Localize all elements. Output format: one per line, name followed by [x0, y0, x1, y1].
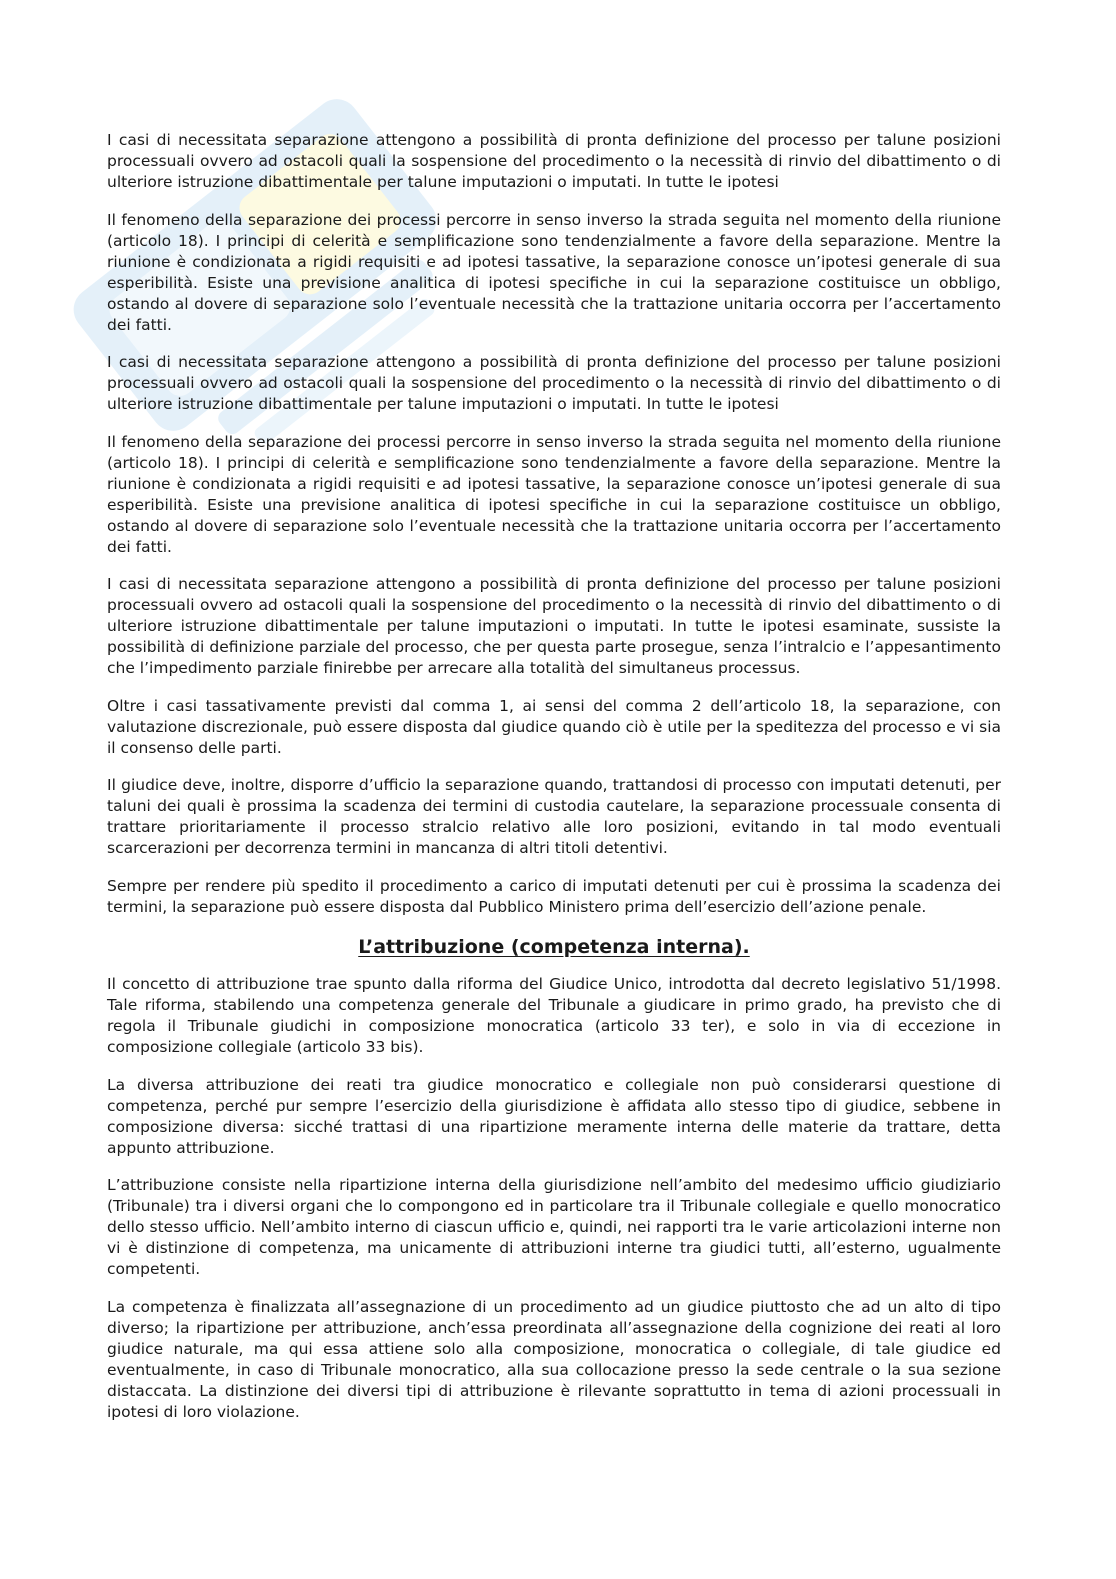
- paragraph: I casi di necessitata separazione attengono a possibilità di pronta definizione del processo per talune posizioni processuali ovvero ad ostacoli quali la sospensione del procedimento o la necessità di rinvio del dibattimento o di ulteriore istruzione dibattimentale per talune imputazioni o imputati. In tutte le ipotesi: [107, 353, 1001, 413]
- paragraph: I casi di necessitata separazione attengono a possibilità di pronta definizione del processo per talune posizioni processuali ovvero ad ostacoli quali la sospensione del procedimento o la necessità di rinvio del dibattimento o di ulteriore istruzione dibattimentale per talune imputazioni o imputati. In tutte le ipotesi: [107, 131, 1001, 191]
- paragraph: Il fenomeno della separazione dei processi percorre in senso inverso la strada seguita nel momento della riunione (articolo 18). I principi di celerità e semplificazione sono tendenzialmente a favore della separazione. Mentre la riunione è condizionata a rigidi requisiti e ad ipotesi tassative, la separazione conosce un’ipotesi generale di sua esperibilità. Esiste una previsione analitica di ipotesi specifiche in cui la separazione costituisce un obbligo, ostando al dovere di separazione solo l’eventuale necessità che la trattazione unitaria occorra per l’accertamento dei fatti.: [107, 210, 1001, 334]
- paragraph: L’attribuzione consiste nella ripartizione interna della giurisdizione nell’ambito del medesimo ufficio giudiziario (Tribunale) tra i diversi organi che lo compongono ed in particolare tra il Tribunale collegiale e quello monocratico dello stesso ufficio. Nell’ambito interno di ciascun ufficio e, quindi, nei rapporti tra le varie articolazioni interne non vi è distinzione di competenza, ma unicamente di attribuzioni interne tra giudici tutti, all’esterno, ugualmente competenti.: [107, 1176, 1001, 1278]
- paragraph: La diversa attribuzione dei reati tra giudice monocratico e collegiale non può considerarsi questione di competenza, perché pur sempre l’esercizio della giurisdizione è affidata allo stesso tipo di giudice, sebbene in composizione diversa: sicché trattasi di una ripartizione meramente interna delle materie da trattare, detta appunto attribuzione.: [107, 1075, 1001, 1157]
- paragraph: La competenza è finalizzata all’assegnazione di un procedimento ad un giudice piuttosto che ad un alto di tipo diverso; la ripartizione per attribuzione, anch’essa preordinata all’assegnazione della cognizione dei reati al loro giudice naturale, ma qui essa attiene solo alla composizione, monocratica o collegiale, di tale giudice ed eventualmente, in caso di Tribunale monocratico, alla sua collocazione presso la sede centrale o la sua sezione distaccata. La distinzione dei diversi tipi di attribuzione è rilevante soprattutto in tema di azioni processuali in ipotesi di loro violazione.: [107, 1297, 1001, 1421]
- paragraph: Sempre per rendere più spedito il procedimento a carico di imputati detenuti per cui è prossima la scadenza dei termini, la separazione può essere disposta dal Pubblico Ministero prima dell’esercizio dell’azione penale.: [107, 876, 1001, 916]
- document-page: [107, 130, 1001, 1439]
- paragraph: I casi di necessitata separazione attengono a possibilità di pronta definizione del processo per talune posizioni processuali ovvero ad ostacoli quali la sospensione del procedimento o la necessità di rinvio del dibattimento o di ulteriore istruzione dibattimentale per talune imputazioni o imputati. In tutte le ipotesi esaminate, sussiste la possibilità di definizione parziale del processo, che per questa parte prosegue, senza l’intralcio e l’appesantimento che l’impedimento parziale finirebbe per arrecare alla totalità del simultaneus processus.: [107, 575, 1001, 677]
- paragraph: Il fenomeno della separazione dei processi percorre in senso inverso la strada seguita nel momento della riunione (articolo 18). I principi di celerità e semplificazione sono tendenzialmente a favore della separazione. Mentre la riunione è condizionata a rigidi requisiti e ad ipotesi tassative, la separazione conosce un’ipotesi generale di sua esperibilità. Esiste una previsione analitica di ipotesi specifiche in cui la separazione costituisce un obbligo, ostando al dovere di separazione solo l’eventuale necessità che la trattazione unitaria occorra per l’accertamento dei fatti.: [107, 432, 1001, 556]
- paragraph: Il concetto di attribuzione trae spunto dalla riforma del Giudice Unico, introdotta dal decreto legislativo 51/1998. Tale riforma, stabilendo una competenza generale del Tribunale a giudicare in primo grado, ha previsto che di regola il Tribunale giudichi in composizione monocratica (articolo 33 ter), e solo in via di eccezione in composizione collegiale (articolo 33 bis).: [107, 975, 1001, 1056]
- section-heading: L’attribuzione (competenza interna).: [358, 936, 750, 958]
- paragraph: Oltre i casi tassativamente previsti dal comma 1, ai sensi del comma 2 dell’articolo 18, la separazione, con valutazione discrezionale, può essere disposta dal giudice quando ciò è utile per la speditezza del processo e vi sia il consenso delle parti.: [107, 696, 1001, 757]
- paragraph: Il giudice deve, inoltre, disporre d’ufficio la separazione quando, trattandosi di processo con imputati detenuti, per taluni dei quali è prossima la scadenza dei termini di custodia cautelare, la separazione processuale consenta di trattare prioritariamente il processo stralcio relativo alle loro posizioni, evitando in tal modo eventuali scarcerazioni per decorrenza termini in mancanza di altri titoli detentivi.: [107, 776, 1001, 857]
